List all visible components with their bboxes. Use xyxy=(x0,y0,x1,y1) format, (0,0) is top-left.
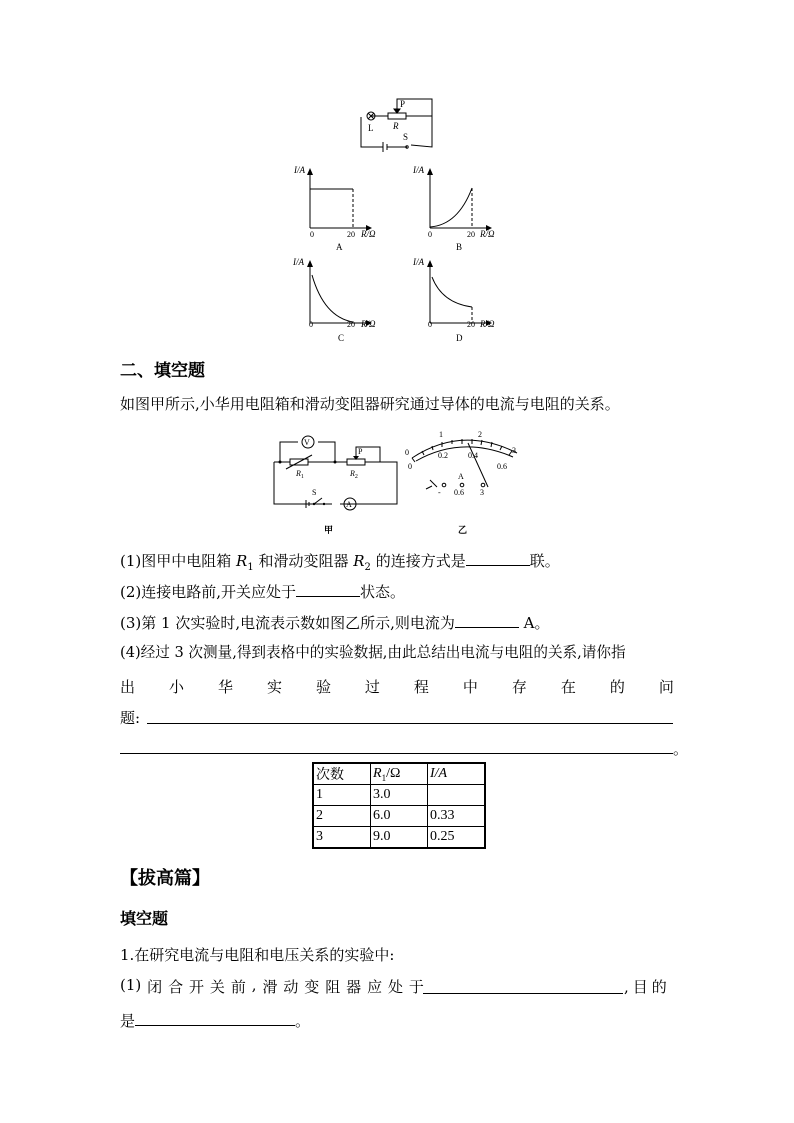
graph-b-ylabel: I/A xyxy=(413,165,424,175)
data-table xyxy=(312,762,486,849)
dial-bottom-0: 0 xyxy=(408,462,412,471)
q1-r2-sub: 2 xyxy=(364,562,371,573)
q1-r2-symbol: R xyxy=(353,552,365,570)
adv-q1-char: 于 xyxy=(408,978,424,996)
adv-q1-char: 动 xyxy=(283,978,299,996)
q1-text-a: (1)图甲中电阻箱 xyxy=(120,552,237,570)
graph-d-origin: 0 xyxy=(428,320,432,329)
adv-q1-char: 阻 xyxy=(325,978,341,996)
caption-jia: 甲 xyxy=(324,525,334,535)
dial-top-0: 0 xyxy=(405,448,409,457)
header-r-symbol: R xyxy=(373,765,382,781)
graph-c xyxy=(292,257,376,343)
adv-q1-answer-blank-2[interactable] xyxy=(135,1010,295,1026)
ammeter-label: A xyxy=(346,500,352,509)
q1-r1-sub: 1 xyxy=(247,562,254,573)
graph-c-ylabel: I/A xyxy=(293,257,304,267)
q4-char: 华 xyxy=(217,678,233,696)
graph-a-origin: 0 xyxy=(310,230,314,239)
graph-b-xlabel: R/Ω xyxy=(480,229,495,239)
q4-char: 小 xyxy=(168,678,184,696)
graph-b-xtick: 20 xyxy=(467,230,475,239)
graph-b-option: B xyxy=(456,242,463,252)
table-row xyxy=(313,806,485,827)
table-cell: 1 xyxy=(313,785,371,806)
graph-b xyxy=(412,165,495,252)
dial-terminal-minus: - xyxy=(438,488,441,497)
q1-text-d: 联。 xyxy=(529,552,560,570)
circuit-label-s: S xyxy=(403,132,409,142)
adv-q1-char: 开 xyxy=(189,978,205,996)
question-4-line3 xyxy=(120,708,140,728)
dial-bottom-2: 0.4 xyxy=(468,451,478,460)
circuit-label-p: P xyxy=(400,99,406,109)
graph-d-option: D xyxy=(456,333,463,343)
subheading-fill-in: 填空题 xyxy=(120,909,169,928)
adv-q1-char: 器 xyxy=(346,978,362,996)
dial-terminal-a: A xyxy=(458,472,464,481)
adv-q1-char: , xyxy=(251,976,257,994)
table-cell: 6.0 xyxy=(371,806,428,827)
q1-r1-symbol: R xyxy=(236,552,248,570)
graph-a-xtick: 20 xyxy=(347,230,355,239)
q4-char: 出 xyxy=(120,678,136,696)
caption-yi: 乙 xyxy=(458,525,468,535)
q3-text-b: A。 xyxy=(518,614,550,632)
r2-label: $R_2$ xyxy=(350,469,358,480)
question-4-line2 xyxy=(120,676,674,697)
q4-answer-blank-2[interactable] xyxy=(120,753,673,754)
graph-a-xlabel: R/Ω xyxy=(361,229,376,239)
q1-text-b: 和滑动变阻器 xyxy=(253,552,354,570)
q4-char: 的 xyxy=(609,678,625,696)
adv-q1-tail: ,目的 xyxy=(624,978,671,996)
q4-char: 过 xyxy=(364,678,380,696)
slider-label: P xyxy=(358,447,363,456)
graph-d-xtick: 20 xyxy=(467,320,475,329)
table-header-cell xyxy=(371,763,428,785)
table-cell: 9.0 xyxy=(371,827,428,849)
q4-end-mark: 。 xyxy=(673,740,689,758)
graph-c-xtick: 20 xyxy=(347,320,355,329)
advanced-q1-line1 xyxy=(120,976,424,997)
section-heading-advanced: 【拔高篇】 xyxy=(120,868,210,889)
adv-q1-char: 应 xyxy=(367,978,383,996)
adv-q1-char: 滑 xyxy=(262,978,278,996)
q4-char: 中 xyxy=(462,678,478,696)
q4-char: 实 xyxy=(266,678,282,696)
graph-d-xlabel: R/Ω xyxy=(480,319,495,329)
adv-q1-char: 闭 xyxy=(147,978,163,996)
adv-q1-char: 前 xyxy=(230,978,246,996)
section-heading-fill-in: 二、填空题 xyxy=(120,361,205,381)
question-3 xyxy=(120,612,549,633)
q4-char: 在 xyxy=(560,678,576,696)
table-cell: 3 xyxy=(313,827,371,849)
table-header-cell: 次数 xyxy=(313,763,371,785)
adv-q1-char: 变 xyxy=(304,978,320,996)
q3-text-a: (3)第 1 次实验时,电流表示数如图乙所示,则电流为 xyxy=(120,614,455,632)
table-row xyxy=(313,827,485,849)
q2-answer-blank[interactable] xyxy=(296,581,360,597)
figure-jia-yi xyxy=(262,425,532,540)
graph-a-option: A xyxy=(336,242,343,252)
graph-c-option: C xyxy=(338,333,345,343)
q4-answer-blank-1[interactable] xyxy=(147,723,673,724)
circuit-label-r: R xyxy=(393,121,399,131)
table-header-cell xyxy=(428,763,486,785)
dial-bottom-1: 0.2 xyxy=(438,451,448,460)
question-1 xyxy=(120,550,560,578)
table-cell: 0.33 xyxy=(428,806,486,827)
advanced-question-title: 1.在研究电流与电阻和电压关系的实验中: xyxy=(120,946,395,964)
question-4-line1: (4)经过 3 次测量,得到表格中的实验数据,由此总结出电流与电阻的关系,请你指 xyxy=(120,644,626,661)
dial-terminal-06: 0.6 xyxy=(454,488,464,497)
figure-circuit-and-graphs xyxy=(280,95,520,350)
adv-q1-text-shi: 是 xyxy=(120,1012,136,1030)
dial-top-3: 3 xyxy=(512,446,516,455)
table-cell: 0.25 xyxy=(428,827,486,849)
header-i: I/A xyxy=(430,766,448,781)
adv-q1-char: 关 xyxy=(209,978,225,996)
voltmeter-label: V xyxy=(304,438,310,447)
advanced-q1-line2 xyxy=(120,1010,310,1031)
dial-terminal-3: 3 xyxy=(480,488,484,497)
q4-text-ti: 题: xyxy=(120,709,141,727)
graph-b-origin: 0 xyxy=(428,230,432,239)
table-cell xyxy=(428,785,486,806)
q4-char: 程 xyxy=(413,678,429,696)
table-header-row xyxy=(313,763,485,785)
dial-top-2: 2 xyxy=(478,430,482,439)
q4-char: 存 xyxy=(511,678,527,696)
intro-text: 如图甲所示,小华用电阻箱和滑动变阻器研究通过导体的电流与电阻的关系。 xyxy=(120,395,620,413)
graph-c-origin: 0 xyxy=(309,320,313,329)
table-cell: 3.0 xyxy=(371,785,428,806)
adv-q1-end-mark: 。 xyxy=(295,1012,311,1030)
adv-q1-answer-blank-1[interactable] xyxy=(423,993,623,994)
r1-label: $R_1$ xyxy=(296,469,304,480)
question-2 xyxy=(120,581,405,602)
adv-q1-char: 处 xyxy=(387,978,403,996)
q1-answer-blank[interactable] xyxy=(466,550,530,566)
switch-label: S xyxy=(312,488,317,497)
adv-q1-char: 合 xyxy=(168,978,184,996)
header-r-sub: 1 xyxy=(381,772,387,783)
graph-d-ylabel: I/A xyxy=(413,257,424,267)
adv-q1-char: (1) xyxy=(120,976,142,994)
table-cell: 2 xyxy=(313,806,371,827)
q3-answer-blank[interactable] xyxy=(455,612,519,628)
q2-text-a: (2)连接电路前,开关应处于 xyxy=(120,583,297,601)
graph-c-xlabel: R/Ω xyxy=(361,319,376,329)
graph-a xyxy=(293,165,376,252)
q2-text-b: 状态。 xyxy=(360,583,406,601)
graph-a-ylabel: I/A xyxy=(294,165,305,175)
dial-top-1: 1 xyxy=(439,430,443,439)
dial-bottom-3: 0.6 xyxy=(497,462,507,471)
q4-char: 验 xyxy=(315,678,331,696)
graph-d xyxy=(412,257,495,343)
q4-char: 问 xyxy=(658,678,674,696)
header-r-unit: /Ω xyxy=(386,765,401,781)
q1-text-c: 的连接方式是 xyxy=(370,552,466,570)
table-row xyxy=(313,785,485,806)
circuit-label-l: L xyxy=(368,123,374,133)
